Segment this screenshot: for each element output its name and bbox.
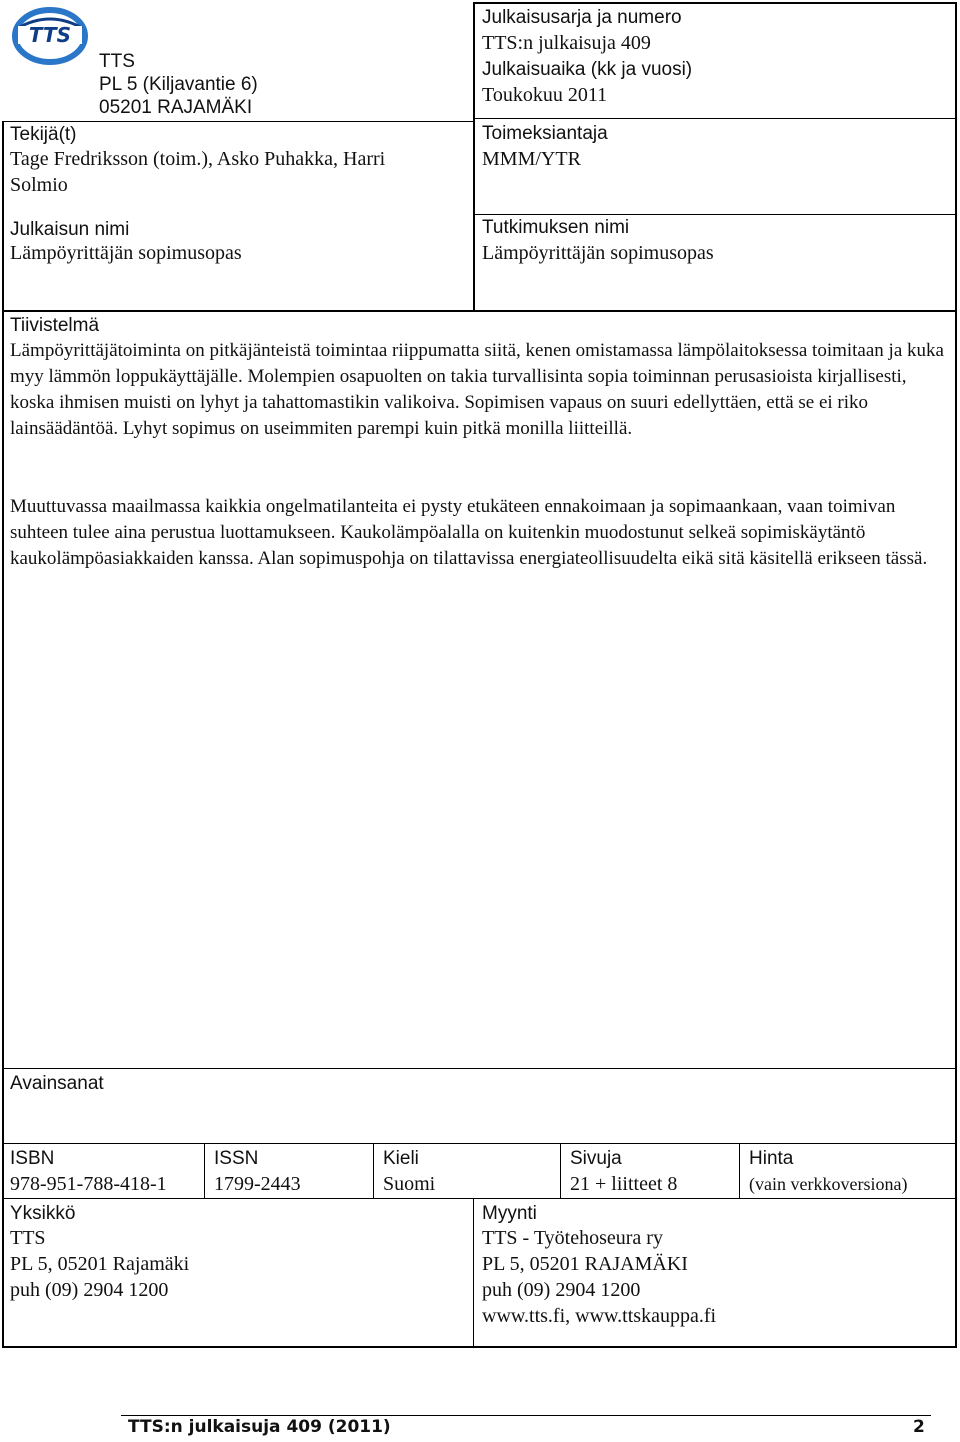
series-value: TTS:n julkaisuja 409 xyxy=(482,32,651,54)
divider-lang-pages xyxy=(560,1143,561,1199)
sales-line1: TTS - Työtehoseura ry xyxy=(482,1227,663,1249)
commissioner-value: MMM/YTR xyxy=(482,148,581,170)
language-label: Kieli xyxy=(383,1148,419,1169)
price-value: (vain verkkoversiona) xyxy=(749,1174,908,1194)
footer-rule xyxy=(121,1415,931,1416)
authors-label: Tekijä(t) xyxy=(10,124,77,145)
isbn-value: 978-951-788-418-1 xyxy=(10,1173,167,1195)
frame-bottom xyxy=(2,1346,957,1348)
unit-line1: TTS xyxy=(10,1227,46,1249)
sales-label: Myynti xyxy=(482,1203,537,1224)
divider-unit-sales xyxy=(473,1198,474,1348)
research-name-label: Tutkimuksen nimi xyxy=(482,217,630,238)
divider-issn-lang xyxy=(373,1143,374,1199)
pages-value: 21 + liitteet 8 xyxy=(570,1173,678,1195)
abstract-paragraph-1: Lämpöyrittäjätoiminta on pitkäjänteistä toimintaa riippumatta siitä, kenen omistamassa lämpölaitoksessa toimitaan ja kuka myy lämmön loppukäyttäjälle. Molempien osapuolten on takia turvallisinta sopia toiminnan perusasioista kirjallisesti, koska ihmisen muisti on lyhyt ja tahattomastikin valikoiva. Sopimisen vapaus on suuri edellyttäen, että se ei riko lainsäädäntöä. Lyhyt sopimus on useimmiten parempi kuin pitkä monilla liitteillä. xyxy=(10,340,944,439)
divider-isbn-issn xyxy=(204,1143,205,1199)
authors-line2: Solmio xyxy=(10,174,68,196)
commissioner-label: Toimeksiantaja xyxy=(482,123,608,144)
divider-codes-bottom xyxy=(2,1198,957,1199)
divider-abstract-top xyxy=(2,310,957,312)
issn-value: 1799-2443 xyxy=(214,1173,301,1195)
isbn-label: ISBN xyxy=(10,1148,55,1169)
divider-vertical-top xyxy=(473,2,475,311)
pubdate-label: Julkaisuaika (kk ja vuosi) xyxy=(482,59,693,80)
org-address: PL 5 (Kiljavantie 6) xyxy=(99,74,258,95)
series-label: Julkaisusarja ja numero xyxy=(482,7,682,28)
unit-line3: puh (09) 2904 1200 xyxy=(10,1279,169,1301)
authors-line1: Tage Fredriksson (toim.), Asko Puhakka, Harri xyxy=(10,148,386,170)
sales-line4: www.tts.fi, www.ttskauppa.fi xyxy=(482,1305,717,1327)
logo-text: TTS xyxy=(28,23,72,47)
divider-pages-price xyxy=(739,1143,740,1199)
divider-pubdate xyxy=(474,118,956,119)
research-name-value: Lämpöyrittäjän sopimusopas xyxy=(482,242,714,264)
publication-name-label: Julkaisun nimi xyxy=(10,219,130,240)
publication-name-value: Lämpöyrittäjän sopimusopas xyxy=(10,242,242,264)
footer-page-number: 2 xyxy=(913,1417,925,1437)
tts-logo-icon xyxy=(10,6,90,66)
tts-logo xyxy=(10,6,90,66)
frame-left xyxy=(2,121,4,1348)
org-name: TTS xyxy=(99,51,135,72)
price-label: Hinta xyxy=(749,1148,794,1169)
pages-label: Sivuja xyxy=(570,1148,622,1169)
abstract-paragraph-2: Muuttuvassa maailmassa kaikkia ongelmatilanteita ei pysty etukäteen ennakoimaan ja sopimaankaan, vaan toimivan suhteen tulee aina perustua luottamukseen. Kaukolämpöalalla on kuitenkin muodostunut selkeä sopimiskäytäntö kaukolämpöasiakkaiden kanssa. Alan sopimuspohja on tilattavissa energiateollisuudelta eikä sitä käsitellä erikseen tässä. xyxy=(10,496,928,569)
divider-codes-top xyxy=(2,1143,957,1144)
frame-top-right xyxy=(474,2,956,4)
divider-keywords-top xyxy=(2,1068,957,1069)
unit-line2: PL 5, 05201 Rajamäki xyxy=(10,1253,190,1275)
issn-label: ISSN xyxy=(214,1148,259,1169)
sales-line2: PL 5, 05201 RAJAMÄKI xyxy=(482,1253,688,1275)
abstract-label: Tiivistelmä xyxy=(10,315,100,336)
sales-line3: puh (09) 2904 1200 xyxy=(482,1279,641,1301)
footer-series: TTS:n julkaisuja 409 (2011) xyxy=(128,1417,391,1437)
frame-right xyxy=(955,2,957,1348)
language-value: Suomi xyxy=(383,1173,436,1195)
pubdate-value: Toukokuu 2011 xyxy=(482,84,608,106)
org-postal: 05201 RAJAMÄKI xyxy=(99,97,253,118)
keywords-label: Avainsanat xyxy=(10,1073,104,1094)
unit-label: Yksikkö xyxy=(10,1203,76,1224)
